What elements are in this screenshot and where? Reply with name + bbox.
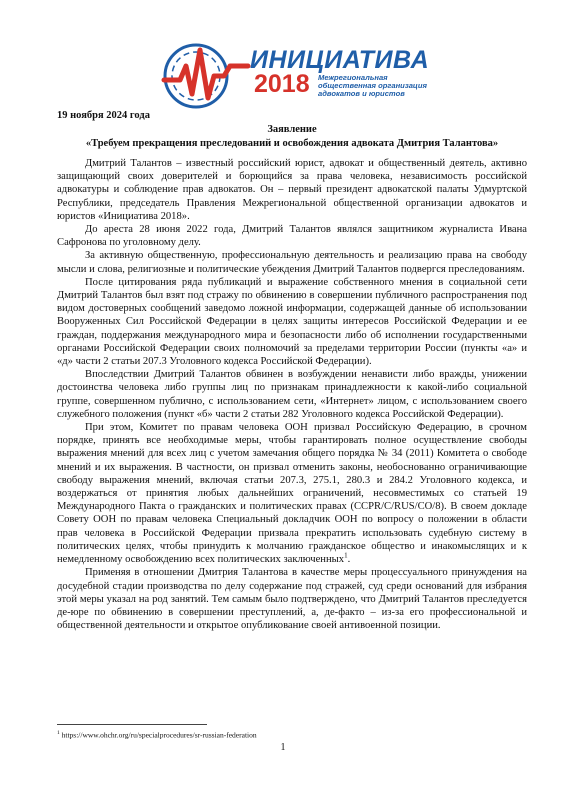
footnote-marker: 1 <box>57 730 60 736</box>
document-body <box>57 157 527 632</box>
paragraph: При этом, Комитет по правам человека ООН призвал Российскую Федерацию, в срочном порядке, принять все необходимые меры, чтобы гарантировать полное осуществление свободы выражения мнений для всех лиц с учетом замечания общего порядка № 34 (2011) Комитета о свободе мнений и их выражения. В частности, он призвал отменить законы, необоснованно ограничивающие свободу выражения мнений, включая статьи 207.3, 275.1, 280.3 и 284.2 Уголовного кодекса, и воздержаться от принятия любых дальнейших ограничений, несовместимых со статьей 19 Международного Пакта о гражданских и политических правах (CCPR/C/RUS/CO/8). В своем докладе Совету ООН по правам человека Специальный докладчик ООН по вопросу о положении в области прав человека в Российской Федерации призвала прекратить использовать судебную систему в политических целях, чтобы принудить к молчанию гражданское общество и инакомыслящих и к немедленному освобождению всех политических заключенных$^1$. <box>57 422 527 566</box>
document-heading: Заявление <box>267 124 317 135</box>
logo-year: 2018 <box>254 70 310 98</box>
footnote-divider <box>57 724 207 725</box>
paragraph: После цитирования ряда публикаций и выражение собственного мнения в социальной сети Дмитрий Талантов был взят под стражу по обвинению в совершении публичного распространения под видом достоверных сообщений заведомо ложной информации, содержащей данные об использовании Вооруженных Сил Российской Федерации в целях защиты интересов Российской Федерации и ее граждан, поддержания международного мира и безопасности либо об исполнении государственными органами Российской Федерации своих полномочий за пределами территории России (пункты «а» и «д» части 2 статьи 207.3 Уголовного кодекса Российской Федерации). <box>57 276 527 368</box>
paragraph: Применяя в отношении Дмитрия Талантова в качестве меры процессуального принуждения на досудебной стадии производства по делу содержание под стражей, суд среди оснований для избрания этой меры указал на род занятий. Тем самым было подтверждено, что Дмитрий Талантов преследуется де-юре по обвинению в совершении преступлений, а, де-факто – из-за его профессиональной и общественной деятельности и открытое опубликование своей антивоенной позиции. <box>57 567 527 632</box>
paragraph: До ареста 28 июня 2022 года, Дмитрий Талантов являлся защитником журналиста Ивана Сафронова по уголовному делу. <box>57 224 527 249</box>
logo-title: ИНИЦИАТИВА <box>250 46 430 74</box>
logo-description: Межрегиональная общественная организация адвокатов и юристов <box>318 73 427 98</box>
paragraph: За активную общественную, профессиональную деятельность и реализацию права на свободу мысли и слова, религиозные и политические убеждения Дмитрий Талантов подвергся преследованиям. <box>57 250 527 275</box>
footnote-link[interactable]: https://www.ohchr.org/ru/specialprocedures/sr-russian-federation <box>61 730 257 740</box>
page-number: 1 <box>280 742 286 753</box>
footnote <box>57 730 257 740</box>
document-title: «Требуем прекращения преследований и освобождения адвоката Дмитрия Талантова» <box>85 138 499 149</box>
paragraph: Впоследствии Дмитрий Талантов обвинен в возбуждении ненависти либо вражды, унижении достоинства человека либо группы лиц по признакам принадлежности к какой-либо социальной группе, совершенном публично, с использованием сети, «Интернет» лицом, с использованием своего служебного положения (пункт «б» части 2 статьи 282 Уголовного кодекса Российской Федерации). <box>57 369 527 420</box>
footnote-reference[interactable]: 1 <box>344 551 348 560</box>
organization-logo <box>158 36 448 116</box>
paragraph-text: При этом, Комитет по правам человека ООН призвал Российскую Федерацию, в срочном порядке, принять все необходимые меры, чтобы гарантировать полное осуществление свободы выражения мнений для всех лиц с учетом замечания общего порядка № 34 (2011) Комитета о свободе мнений и их выражения. В частности, он призвал отменить законы, необоснованно ограничивающие свободу выражения мнений, включая статьи 207.3, 275.1, 280.3 и 284.2 Уголовного кодекса, и воздержаться от принятия любых дальнейших ограничений, несовместимых со статьей 19 Международного Пакта о гражданских и политических правах (CCPR/C/RUS/CO/8). В своем докладе Совету ООН по правам человека Специальный докладчик ООН по вопросу о положении в области прав человека в Российской Федерации призвала прекратить использовать судебную систему в политических целях, чтобы принудить к молчанию гражданское общество и инакомыслящих и к немедленному освобождению всех политических заключенных <box>57 422 527 566</box>
paragraph: Дмитрий Талантов – известный российский юрист, адвокат и общественный деятель, активно защищающий своих доверителей и борющийся за права человека, независимость российской адвокатуры и соблюдение прав адвокатов. Он – первый президент адвокатской палаты Удмуртской Республики, председатель Правления Межрегиональной общественной организации адвокатов и юристов «Инициатива 2018». <box>57 158 527 222</box>
document-date: 19 ноября 2024 года <box>57 110 150 121</box>
logo-emblem-icon <box>158 36 253 116</box>
